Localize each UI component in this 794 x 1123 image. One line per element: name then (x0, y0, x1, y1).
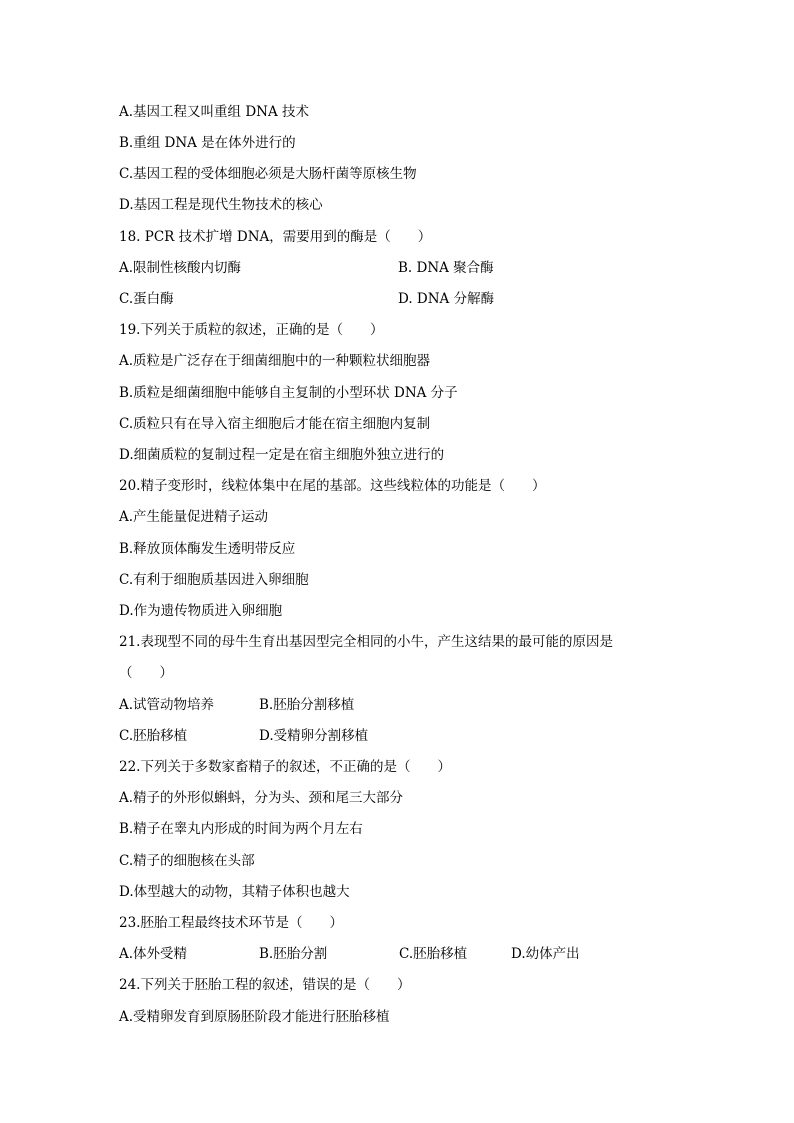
option-23b: B.胚胎分割 (259, 946, 328, 962)
question-18: 18. PCR 技术扩增 DNA，需要用到的酶是（ ） (119, 229, 432, 245)
option-23a: A.体外受精 (119, 946, 188, 962)
option-22a: A.精子的外形似蝌蚪，分为头、颈和尾三大部分 (119, 790, 404, 806)
option-18b: B. DNA 聚合酶 (398, 260, 494, 276)
option-20b: B.释放顶体酶发生透明带反应 (119, 541, 296, 557)
option-17d: D.基因工程是现代生物技术的核心 (119, 197, 323, 213)
option-22b: B.精子在睾丸内形成的时间为两个月左右 (119, 821, 363, 837)
option-17c: C.基因工程的受体细胞必须是大肠杆菌等原核生物 (119, 166, 417, 182)
question-23: 23.胚胎工程最终技术环节是（ ） (119, 915, 343, 931)
option-19a: A.质粒是广泛存在于细菌细胞中的一种颗粒状细胞器 (119, 353, 431, 369)
option-22c: C.精子的细胞核在头部 (119, 853, 255, 869)
question-20: 20.精子变形时，线粒体集中在尾的基部。这些线粒体的功能是（ ） (119, 478, 546, 494)
option-21d: D.受精卵分割移植 (259, 728, 369, 744)
question-21: 21.表现型不同的母牛生育出基因型完全相同的小牛，产生这结果的最可能的原因是 (119, 634, 613, 650)
option-21c: C.胚胎移植 (119, 728, 188, 744)
option-20a: A.产生能量促进精子运动 (119, 509, 269, 525)
question-24: 24.下列关于胚胎工程的叙述，错误的是（ ） (119, 977, 411, 993)
option-22d: D.体型越大的动物，其精子体积也越大 (119, 884, 350, 900)
option-24a: A.受精卵发育到原肠胚阶段才能进行胚胎移植 (119, 1009, 390, 1025)
option-19c: C.质粒只有在导入宿主细胞后才能在宿主细胞内复制 (119, 416, 431, 432)
question-19: 19.下列关于质粒的叙述，正确的是（ ） (119, 322, 384, 338)
option-21a: A.试管动物培养 (119, 697, 215, 713)
question-21-continuation: （ ） (119, 665, 173, 681)
option-18c: C.蛋白酶 (119, 291, 174, 307)
option-23c: C.胚胎移植 (399, 946, 468, 962)
option-18d: D. DNA 分解酶 (398, 291, 495, 307)
option-20c: C.有利于细胞质基因进入卵细胞 (119, 572, 309, 588)
option-19b: B.质粒是细菌细胞中能够自主复制的小型环状 DNA 分子 (119, 385, 458, 401)
option-17a: A.基因工程又叫重组 DNA 技术 (119, 104, 310, 120)
option-23d: D.幼体产出 (511, 946, 580, 962)
question-22: 22.下列关于多数家畜精子的叙述，不正确的是（ ） (119, 759, 451, 775)
option-20d: D.作为遗传物质进入卵细胞 (119, 603, 283, 619)
option-18a: A.限制性核酸内切酶 (119, 260, 242, 276)
option-19d: D.细菌质粒的复制过程一定是在宿主细胞外独立进行的 (119, 447, 445, 463)
option-21b: B.胚胎分割移植 (259, 697, 355, 713)
option-17b: B.重组 DNA 是在体外进行的 (119, 135, 296, 151)
